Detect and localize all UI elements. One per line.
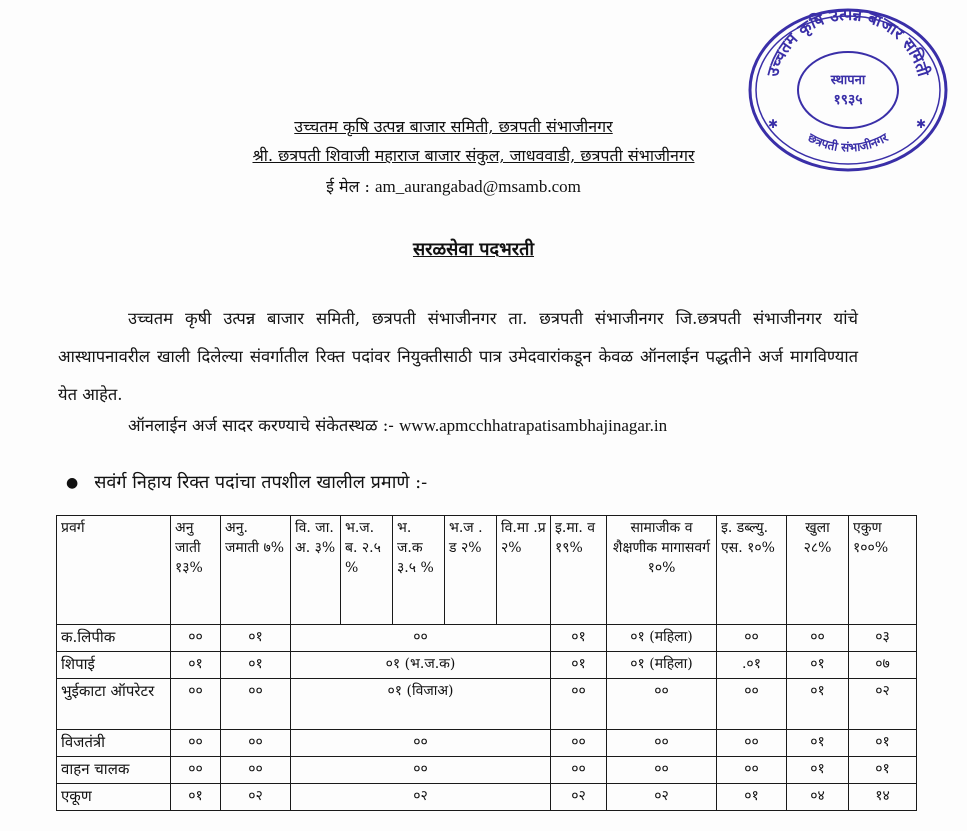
cell-ews: ००: [717, 625, 787, 652]
table-row: [57, 625, 917, 652]
cell-sc: ०१: [171, 784, 221, 811]
cell-total: ०३: [849, 625, 917, 652]
table-row-total: [57, 784, 917, 811]
svg-text:✱: ✱: [768, 117, 779, 131]
cell-sc: ००: [171, 757, 221, 784]
cell-sebc: ००: [607, 757, 717, 784]
bullet-icon: ●: [66, 475, 79, 491]
cell-open: ०१: [787, 757, 849, 784]
cell-obc: ००: [551, 730, 607, 757]
website-label: ऑनलाईन अर्ज सादर करण्याचे संकेतस्थळ :-: [128, 416, 400, 435]
cell-st: ००: [221, 679, 291, 730]
table-header-row: [57, 516, 917, 625]
cell-vjnt: ००: [291, 625, 551, 652]
row-category: वाहन चालक: [57, 757, 171, 784]
cell-sebc: ००: [607, 679, 717, 730]
table-row: [57, 730, 917, 757]
committee-address: श्री. छत्रपती शिवाजी महाराज बाजार संकुल, जाधववाडी, छत्रपती संभाजीनगर: [252, 146, 695, 165]
header-sc: अनु जाती १३%: [171, 516, 221, 625]
cell-total: ०७: [849, 652, 917, 679]
header-total: एकुण १००%: [849, 516, 917, 625]
cell-ews: ००: [717, 730, 787, 757]
section-heading-text: सवंर्ग निहाय रिक्त पदांचा तपशील खालील प्रमाणे :-: [94, 472, 428, 493]
website-line: [128, 413, 667, 436]
cell-sc: ००: [171, 730, 221, 757]
cell-ews: .०१: [717, 652, 787, 679]
vacancy-table: [56, 515, 917, 811]
stamp-ring-top-text: उच्चतम कृषि उत्पन्न बाजार समिती: [762, 4, 934, 79]
email-address: am_aurangabad@msamb.com: [375, 177, 581, 196]
stamp-center-year: १९३५: [833, 92, 863, 108]
cell-ews: ००: [717, 679, 787, 730]
cell-sc: ००: [171, 679, 221, 730]
header-email-line: [0, 177, 937, 197]
cell-sebc: ००: [607, 730, 717, 757]
row-category: भुईकाटा ऑपरेटर: [57, 679, 171, 730]
section-heading: [66, 470, 427, 494]
svg-text:✱: ✱: [916, 117, 927, 131]
cell-obc: ०२: [551, 784, 607, 811]
cell-vjnt: ००: [291, 730, 551, 757]
stamp-ring-bottom-text: छत्रपती संभाजीनगर: [805, 130, 891, 155]
header-ews: इ. डब्ल्यु. एस. १०%: [717, 516, 787, 625]
svg-text:उच्चतम कृषि उत्पन्न बाजार समित: [763, 5, 934, 79]
cell-vjnt: ०२: [291, 784, 551, 811]
header-category: प्रवर्ग: [57, 516, 171, 625]
email-label: ई मेल :: [326, 177, 375, 196]
cell-open: ०१: [787, 679, 849, 730]
cell-sebc: ०१ (महिला): [607, 625, 717, 652]
row-category: एकूण: [57, 784, 171, 811]
header-line-1: [0, 117, 937, 137]
cell-vjnt: ०१ (भ.ज.क): [291, 652, 551, 679]
cell-open: ०१: [787, 730, 849, 757]
header-ntd: भ.ज . ड २%: [445, 516, 497, 625]
cell-obc: ००: [551, 757, 607, 784]
cell-open: ००: [787, 625, 849, 652]
cell-st: ०१: [221, 625, 291, 652]
cell-total: ०२: [849, 679, 917, 730]
cell-total: १४: [849, 784, 917, 811]
cell-ews: ००: [717, 757, 787, 784]
cell-sc: ००: [171, 625, 221, 652]
table-row: [57, 652, 917, 679]
website-url: www.apmcchhatrapatisambhajinagar.in: [399, 416, 668, 435]
header-line-2: [0, 146, 957, 166]
cell-total: ०१: [849, 757, 917, 784]
cell-vjnt: ००: [291, 757, 551, 784]
row-category: क.लिपीक: [57, 625, 171, 652]
header-ntb: भ.ज. ब. २.५ %: [341, 516, 393, 625]
intro-paragraph: उच्चतम कृषी उत्पन्न बाजार समिती, छत्रपती संभाजीनगर ता. छत्रपती संभाजीनगर जि.छत्रपती संभाजीनगर यांचे आस्थापनावरील खाली दिलेल्या संवर्गातील रिक्त पदांवर नियुक्तीसाठी पात्र उमेदवारांकडून केवळ ऑनलाईन पद्धतीने अर्ज मागविण्यात येत आहेत.: [58, 309, 858, 404]
row-category: विजतंत्री: [57, 730, 171, 757]
header-vja: वि. जा. अ. ३%: [291, 516, 341, 625]
cell-obc: ०१: [551, 625, 607, 652]
cell-vjnt: ०१ (विजाअ): [291, 679, 551, 730]
cell-total: ०१: [849, 730, 917, 757]
header-ntc: भ. ज.क ३.५ %: [393, 516, 445, 625]
header-st: अनु. जमाती ७%: [221, 516, 291, 625]
header-sebc: सामाजीक व शैक्षणीक मागासवर्ग १०%: [607, 516, 717, 625]
table-row: [57, 679, 917, 730]
cell-obc: ०१: [551, 652, 607, 679]
table-row: [57, 757, 917, 784]
cell-sebc: ०१ (महिला): [607, 652, 717, 679]
cell-obc: ००: [551, 679, 607, 730]
cell-open: ०४: [787, 784, 849, 811]
header-obc: इ.मा. व १९%: [551, 516, 607, 625]
cell-st: ०१: [221, 652, 291, 679]
header-sbc: वि.मा .प्र २%: [497, 516, 551, 625]
cell-sc: ०१: [171, 652, 221, 679]
committee-name: उच्चतम कृषि उत्पन्न बाजार समिती, छत्रपती संभाजीनगर: [294, 117, 613, 136]
header-open: खुला २८%: [787, 516, 849, 625]
page-title: सरळसेवा पदभरती: [412, 239, 535, 260]
cell-st: ००: [221, 757, 291, 784]
cell-open: ०१: [787, 652, 849, 679]
row-category: शिपाई: [57, 652, 171, 679]
cell-sebc: ०२: [607, 784, 717, 811]
cell-st: ००: [221, 730, 291, 757]
stamp-center-label: स्थापना: [830, 73, 866, 88]
cell-st: ०२: [221, 784, 291, 811]
cell-ews: ०१: [717, 784, 787, 811]
